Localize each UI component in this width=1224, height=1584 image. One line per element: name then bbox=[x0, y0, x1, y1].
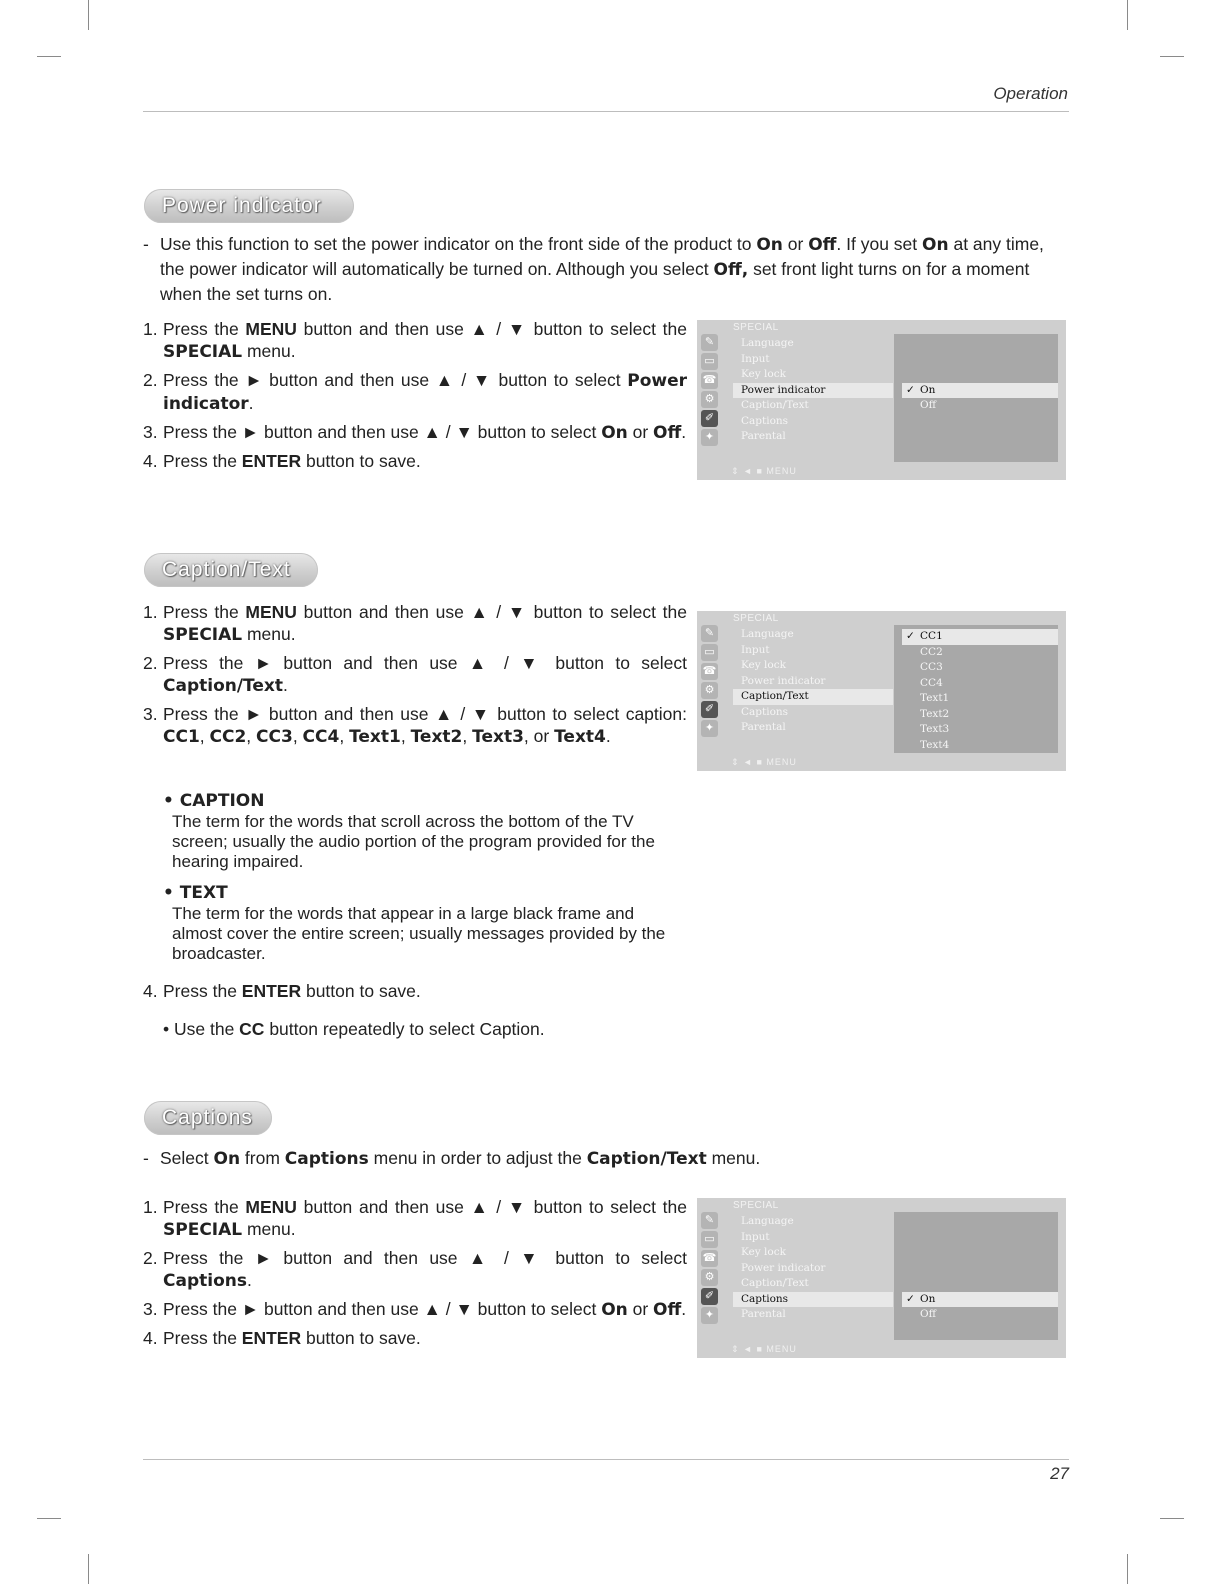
menu-category-icon: ✦ bbox=[701, 429, 718, 446]
tv-menu-item: Caption/Text bbox=[733, 689, 893, 705]
tv-menu-title: SPECIAL bbox=[733, 322, 779, 333]
step-item: 1. Press the MENU button and then use ▲ / ▼ button to select the SPECIAL menu. bbox=[143, 602, 687, 645]
menu-category-icon: ✐ bbox=[701, 701, 718, 718]
tv-submenu-option: ✓ On bbox=[902, 383, 1058, 399]
tv-submenu-option: ✓ CC1 bbox=[902, 629, 1058, 645]
crop-mark bbox=[1160, 1518, 1184, 1519]
caption-notes bbox=[143, 786, 687, 1040]
step-item: 4. Press the ENTER button to save. bbox=[143, 981, 421, 1001]
tv-submenu-option: Text3 bbox=[920, 723, 950, 735]
crop-mark bbox=[88, 0, 89, 30]
menu-category-icon: ✎ bbox=[701, 334, 718, 351]
menu-category-icon: ✐ bbox=[701, 410, 718, 427]
menu-category-icon: ▭ bbox=[701, 644, 718, 661]
section-title-power-indicator: Power indicator bbox=[144, 189, 354, 223]
tv-menu-item: Parental bbox=[741, 1308, 786, 1320]
steps-list bbox=[143, 318, 687, 478]
tv-menu-item: Input bbox=[741, 1230, 770, 1243]
section-title-captions: Captions bbox=[144, 1101, 272, 1135]
tv-menu-item: Key lock bbox=[741, 659, 786, 671]
menu-category-icon: ✐ bbox=[701, 1288, 718, 1305]
footer-rule bbox=[143, 1459, 1069, 1460]
tv-menu-item: Captions bbox=[741, 414, 789, 427]
step-item: 3. Press the ► button and then use ▲ / ▼ button to select On or Off. bbox=[143, 422, 687, 443]
check-icon: ✓ bbox=[906, 383, 915, 396]
tv-menu-icon-column bbox=[701, 334, 719, 448]
tv-menu-footer: ⇕ ◄ ■ MENU bbox=[731, 757, 797, 767]
tv-submenu-option: CC2 bbox=[920, 645, 943, 658]
navigation-arrows-icon: ⇕ ◄ ■ bbox=[731, 1344, 767, 1354]
tv-menu-item: Caption/Text bbox=[741, 1277, 809, 1289]
tv-menu-item: Captions bbox=[733, 1292, 893, 1308]
tv-menu-title: SPECIAL bbox=[733, 1200, 779, 1211]
crop-mark bbox=[1160, 56, 1184, 57]
navigation-arrows-icon: ⇕ ◄ ■ bbox=[731, 757, 767, 767]
step-item: 2. Press the ► button and then use ▲ / ▼ button to select Power indicator. bbox=[143, 370, 687, 414]
page-number: 27 bbox=[1050, 1464, 1069, 1483]
step-item: 2. Press the ► button and then use ▲ / ▼ button to select Captions. bbox=[143, 1248, 687, 1291]
check-icon: ✓ bbox=[906, 1292, 915, 1305]
running-header: Operation bbox=[993, 84, 1068, 103]
menu-category-icon: ☎ bbox=[701, 663, 718, 680]
note-caption: • CAPTION The term for the words that scroll across the bottom of the TV screen; usually the audio portion of the program provided for the hearing impaired. bbox=[163, 791, 655, 871]
tv-menu-item: Power indicator bbox=[741, 674, 826, 687]
header-rule bbox=[143, 111, 1069, 112]
tv-submenu-option: Text2 bbox=[920, 707, 950, 720]
menu-category-icon: ▭ bbox=[701, 1231, 718, 1248]
menu-category-icon: ✦ bbox=[701, 720, 718, 737]
tv-menu-screen bbox=[697, 320, 1066, 480]
check-icon: ✓ bbox=[906, 630, 915, 642]
menu-category-icon: ▭ bbox=[701, 353, 718, 370]
tv-menu-item: Key lock bbox=[741, 368, 786, 380]
tv-menu-item: Power indicator bbox=[741, 1261, 826, 1274]
tv-submenu-option: Off bbox=[920, 1308, 937, 1320]
crop-mark bbox=[1127, 0, 1128, 30]
step-item: 1. Press the MENU button and then use ▲ / ▼ button to select the SPECIAL menu. bbox=[143, 319, 687, 362]
step-item: 3. Press the ► button and then use ▲ / ▼ button to select On or Off. bbox=[143, 1299, 687, 1320]
menu-category-icon: ☎ bbox=[701, 372, 718, 389]
tv-submenu-option: CC3 bbox=[920, 661, 943, 673]
tv-menu-icon-column bbox=[701, 1212, 719, 1326]
tv-submenu-option: CC4 bbox=[920, 676, 943, 689]
section-intro: - Select On from Captions menu in order to adjust the Caption/Text menu. bbox=[143, 1148, 761, 1169]
tv-menu-item: Language bbox=[741, 628, 794, 640]
tv-menu-footer: ⇕ ◄ ■ MENU bbox=[731, 466, 797, 476]
tv-submenu-option: Text1 bbox=[920, 692, 950, 704]
menu-category-icon: ✎ bbox=[701, 625, 718, 642]
cc-tip: • Use the CC button repeatedly to select Caption. bbox=[163, 1019, 545, 1039]
menu-category-icon: ✎ bbox=[701, 1212, 718, 1229]
menu-category-icon: ⚙ bbox=[701, 1269, 718, 1286]
tv-menu-item: Key lock bbox=[741, 1246, 786, 1258]
step-item: 4. Press the ENTER button to save. bbox=[143, 451, 421, 471]
crop-mark bbox=[88, 1554, 89, 1584]
note-text: • TEXT The term for the words that appear in a large black frame and almost cover the entire screen; usually messages provided by the broadcaster. bbox=[163, 883, 666, 963]
tv-menu-item: Input bbox=[741, 352, 770, 365]
tv-submenu-option: Off bbox=[920, 399, 937, 411]
crop-mark bbox=[1127, 1554, 1128, 1584]
steps-list bbox=[143, 601, 687, 754]
tv-submenu-option: ✓ On bbox=[902, 1292, 1058, 1308]
step-item: 4. Press the ENTER button to save. bbox=[143, 1328, 421, 1348]
steps-list bbox=[143, 1196, 687, 1355]
tv-menu-item: Parental bbox=[741, 721, 786, 733]
crop-mark bbox=[37, 1518, 61, 1519]
step-item: 1. Press the MENU button and then use ▲ / ▼ button to select the SPECIAL menu. bbox=[143, 1197, 687, 1240]
tv-menu-screen bbox=[697, 1198, 1066, 1358]
tv-menu-item: Language bbox=[741, 337, 794, 349]
menu-category-icon: ☎ bbox=[701, 1250, 718, 1267]
tv-submenu-option: Text4 bbox=[920, 738, 950, 751]
navigation-arrows-icon: ⇕ ◄ ■ bbox=[731, 466, 767, 476]
tv-menu-item: Parental bbox=[741, 430, 786, 442]
tv-menu-title: SPECIAL bbox=[733, 613, 779, 624]
section-intro: - Use this function to set the power indicator on the front side of the product to On or Off. If you set On at any time, the power indicator will automatically be turned on. Although you select Off, set front light turns on for a moment when the set turns on. bbox=[143, 234, 1044, 304]
section-title-caption-text: Caption/Text bbox=[144, 553, 318, 587]
crop-mark bbox=[37, 56, 61, 57]
step-item: 2. Press the ► button and then use ▲ / ▼ button to select Caption/Text. bbox=[143, 653, 687, 696]
tv-menu-item: Power indicator bbox=[733, 383, 893, 399]
tv-menu-footer: ⇕ ◄ ■ MENU bbox=[731, 1344, 797, 1354]
tv-menu-item: Language bbox=[741, 1215, 794, 1227]
tv-menu-item: Input bbox=[741, 643, 770, 656]
menu-category-icon: ⚙ bbox=[701, 682, 718, 699]
menu-category-icon: ✦ bbox=[701, 1307, 718, 1324]
menu-category-icon: ⚙ bbox=[701, 391, 718, 408]
tv-menu-item: Caption/Text bbox=[741, 399, 809, 411]
step-item: 3. Press the ► button and then use ▲ / ▼ button to select caption: CC1, CC2, CC3, CC4, Text1, Text2, Text3, or Text4. bbox=[143, 704, 687, 747]
tv-menu-item: Captions bbox=[741, 705, 789, 718]
tv-menu-screen bbox=[697, 611, 1066, 771]
tv-menu-icon-column bbox=[701, 625, 719, 739]
